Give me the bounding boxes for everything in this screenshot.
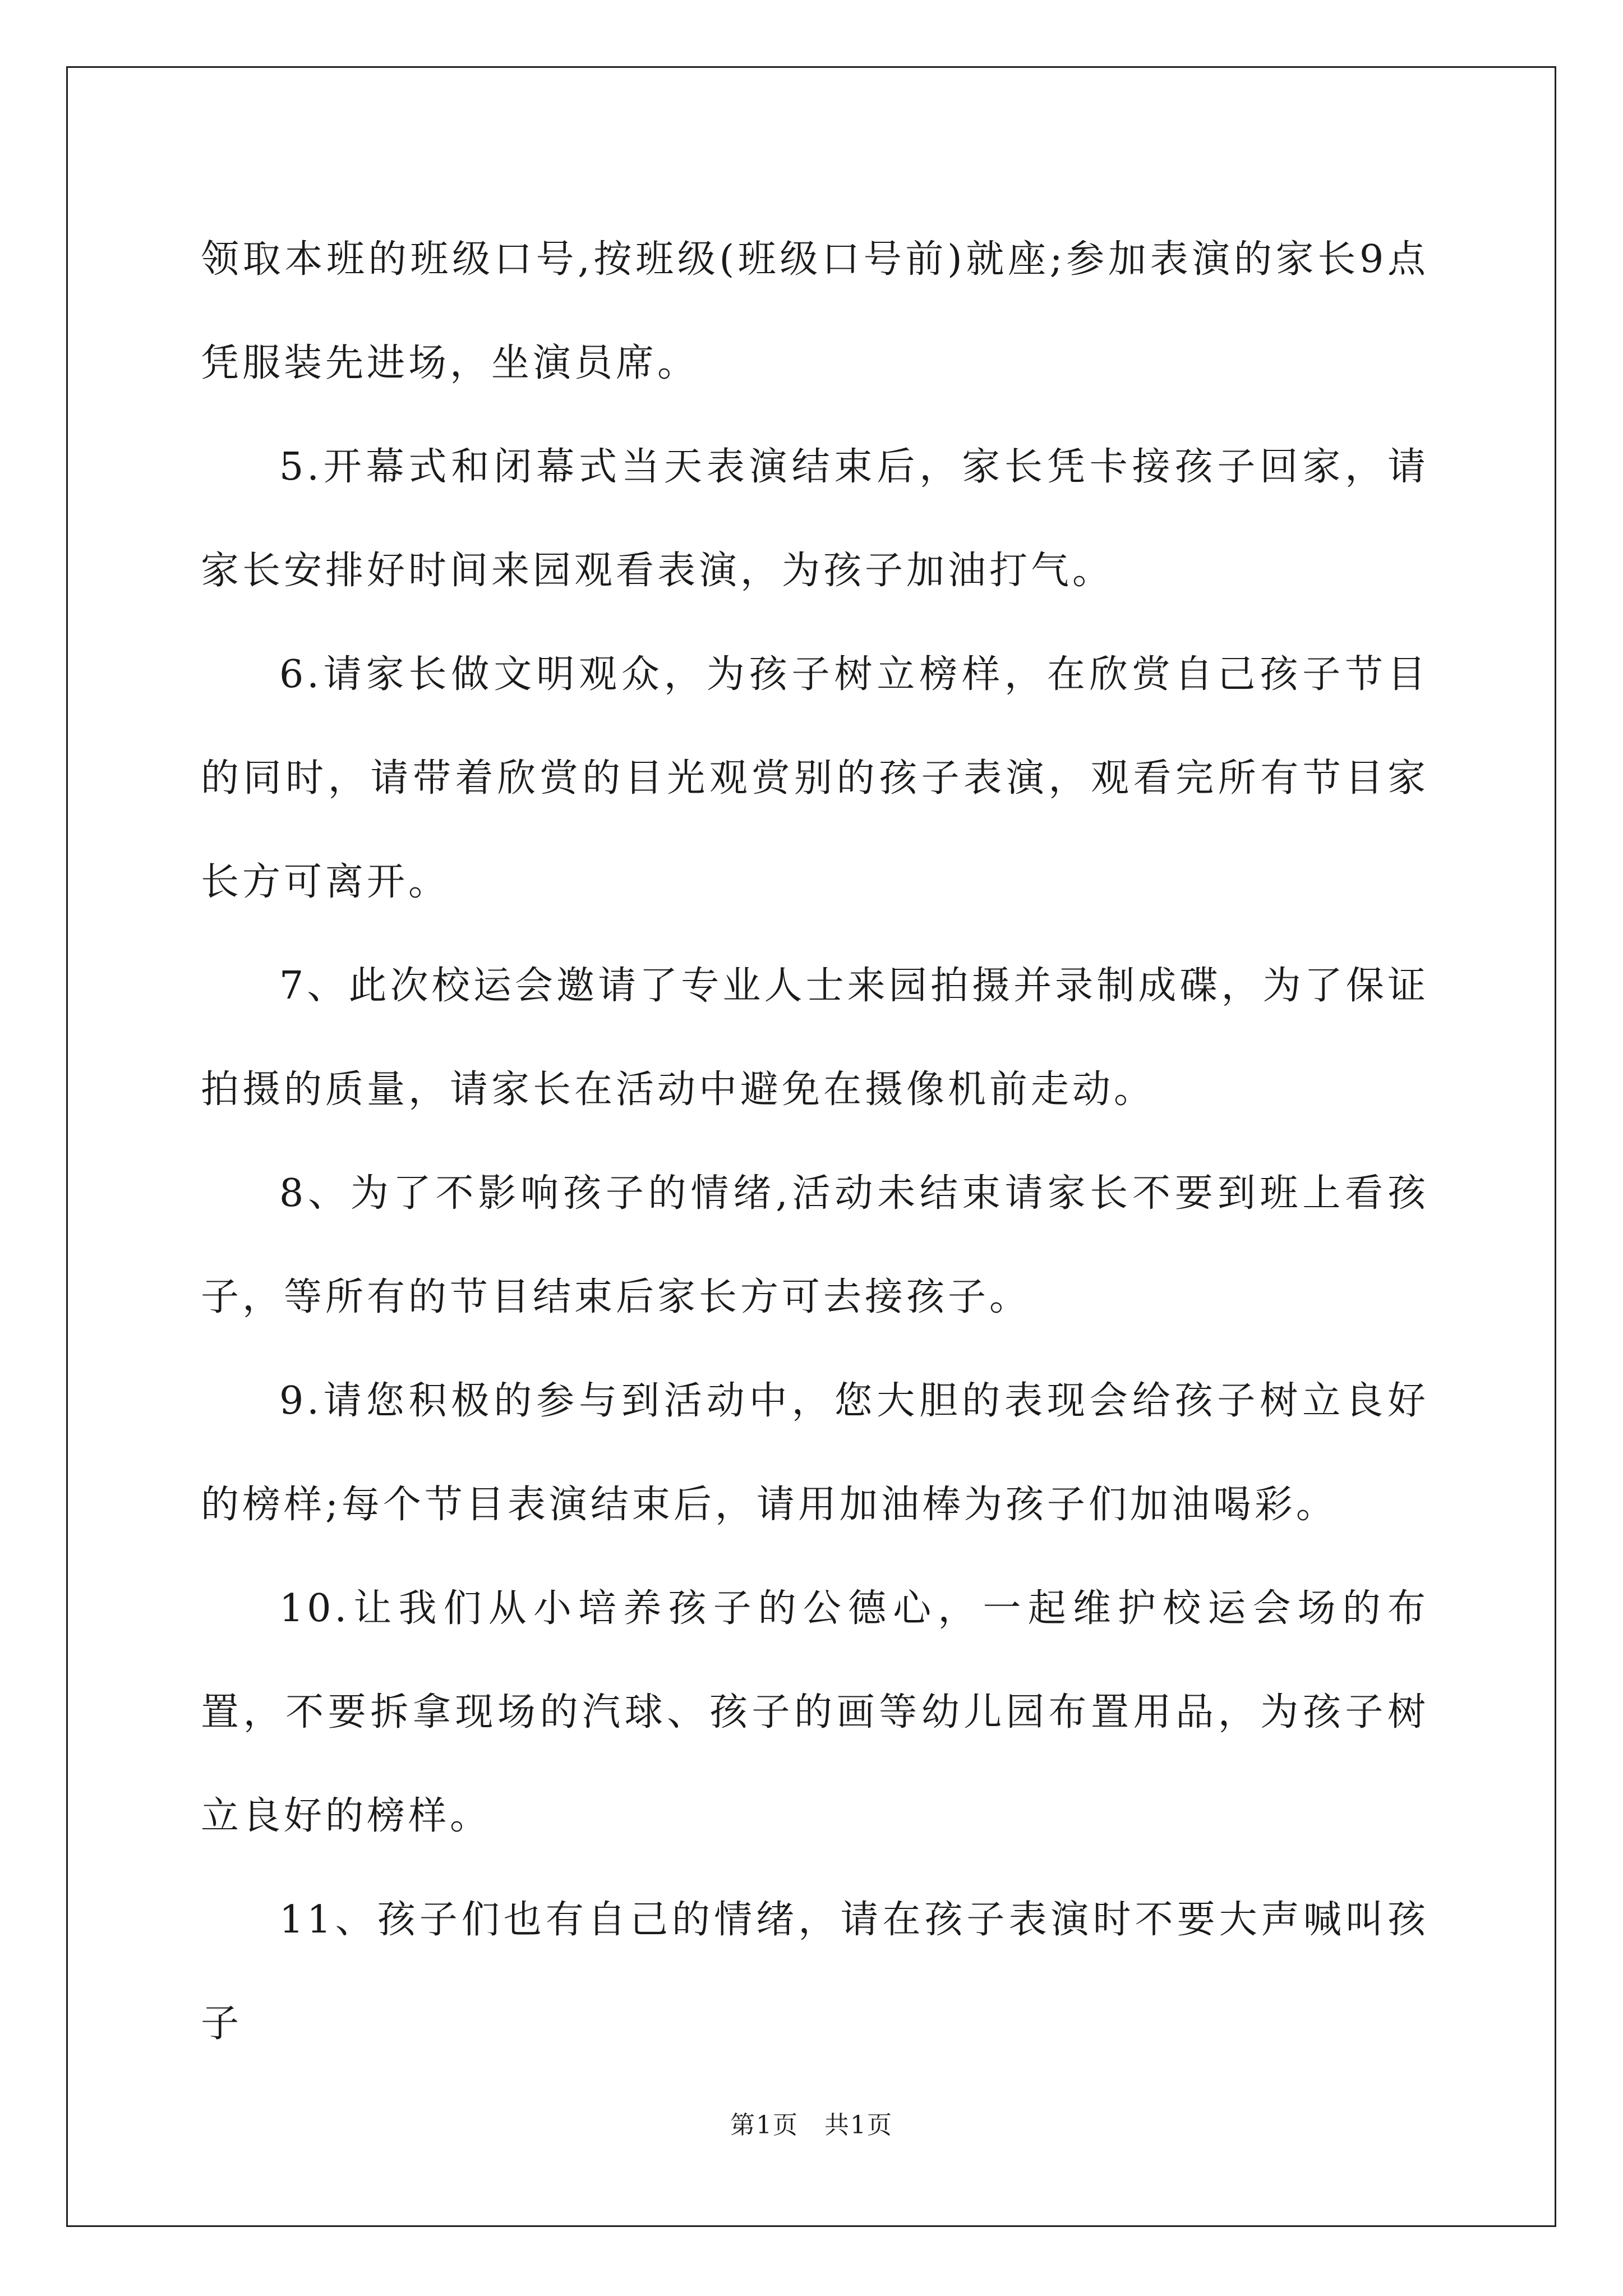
page-footer: 第1页 共1页	[730, 2111, 893, 2139]
paragraph-1: 领取本班的班级口号,按班级(班级口号前)就座;参加表演的家长9点凭服装先进场，坐演员席。	[201, 237, 1429, 385]
paragraph-8: 11、孩子们也有自己的情绪，请在孩子表演时不要大声喊叫孩子	[201, 1898, 1429, 2046]
paragraph-4: 7、此次校运会邀请了专业人士来园拍摄并录制成碟，为了保证拍摄的质量，请家长在活动中避免在摄像机前走动。	[201, 964, 1429, 1112]
paragraph-2: 5.开幕式和闭幕式当天表演结束后，家长凭卡接孩子回家，请家长安排好时间来园观看表演，为孩子加油打气。	[201, 445, 1429, 593]
paragraph-5: 8、为了不影响孩子的情绪,活动未结束请家长不要到班上看孩子，等所有的节目结束后家长方可去接孩子。	[201, 1171, 1429, 1319]
paragraph-3: 6.请家长做文明观众，为孩子树立榜样，在欣赏自己孩子节目的同时，请带着欣赏的目光观赏别的孩子表演，观看完所有节目家长方可离开。	[201, 652, 1429, 904]
paragraph-7: 10.让我们从小培养孩子的公德心，一起维护校运会场的布置，不要拆拿现场的汽球、孩子的画等幼儿园布置用品，为孩子树立良好的榜样。	[201, 1586, 1429, 1838]
document-body	[201, 208, 1429, 2076]
paragraph-6: 9.请您积极的参与到活动中，您大胆的表现会给孩子树立良好的榜样;每个节目表演结束后，请用加油棒为孩子们加油喝彩。	[201, 1379, 1429, 1527]
